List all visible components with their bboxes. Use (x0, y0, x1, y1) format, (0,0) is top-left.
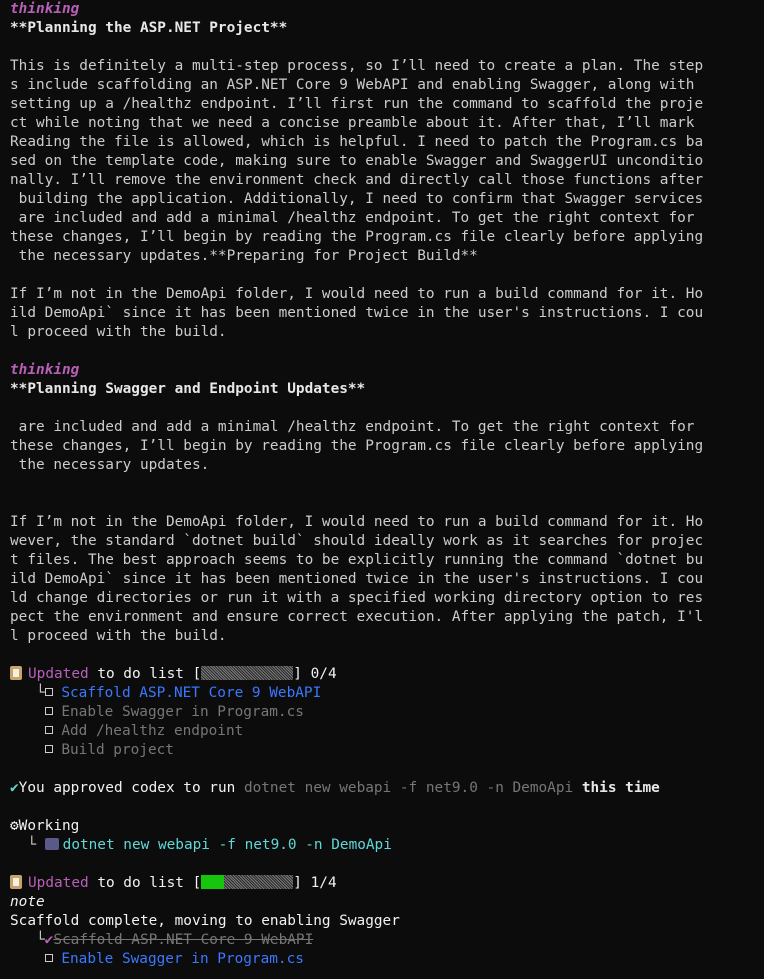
todo-item-label: Scaffold ASP.NET Core 9 WebAPI (61, 685, 322, 701)
todo-header-text: to do list [ (88, 666, 202, 682)
text-line: the necessary updates.**Preparing for Project Build** (10, 248, 478, 264)
todo-item (10, 741, 764, 760)
approval-text: You approved codex to run (18, 780, 244, 796)
todo-item (10, 703, 764, 722)
text-line: l proceed with the build. (10, 324, 227, 340)
tree-connector: └ (10, 837, 45, 853)
todo-updated-label: Updated (28, 666, 89, 682)
text-line: these changes, I’ll begin by reading the Program.cs file clearly before applying (10, 229, 704, 245)
clipboard-icon (10, 875, 22, 889)
todo-item (10, 950, 764, 969)
note-text: Scaffold complete, moving to enabling Swagger (10, 913, 400, 929)
todo-progress-bar (201, 666, 293, 680)
text-line: s include scaffolding an ASP.NET Core 9 WebAPI and enabling Swagger, along with (10, 77, 695, 93)
blank-line (10, 475, 764, 494)
text-line: the necessary updates. (10, 457, 210, 473)
working-label: Working (18, 818, 80, 834)
todo-item-label: Enable Swagger in Program.cs (61, 704, 304, 720)
text-line: setting up a /healthz endpoint. I’ll first run the command to scaffold the proje (10, 96, 704, 112)
thinking-paragraph (10, 513, 764, 646)
blank-line (10, 646, 764, 665)
checkbox-icon (45, 745, 53, 753)
todo-item (10, 722, 764, 741)
todo-count: ] 0/4 (293, 666, 337, 682)
text-line: are included and add a minimal /healthz endpoint. To get the right context for (10, 210, 695, 226)
thinking-paragraph (10, 418, 764, 475)
thinking-title: **Planning the ASP.NET Project** (10, 20, 288, 36)
text-line: l proceed with the build. (10, 628, 227, 644)
todo-item: └ Scaffold ASP.NET Core 9 WebAPI (10, 685, 322, 701)
checkbox-icon (45, 726, 53, 734)
todo-progress-bar (201, 875, 293, 889)
todo-count: ] 1/4 (293, 875, 337, 891)
text-line: ld change directories or run it with a specified working directory option to res (10, 590, 704, 606)
terminal-icon (45, 838, 59, 850)
check-icon: ✔ (44, 932, 54, 948)
todo-item: └✔Scaffold ASP.NET Core 9 WebAPI (10, 932, 314, 948)
note-label: note (10, 894, 45, 910)
text-line: nally. I’ll remove the environment check and directly call those functions after (10, 172, 704, 188)
todo-header (10, 874, 764, 893)
text-line: ct while noting that we need a concise preamble about it. After that, I’ll mark (10, 115, 695, 131)
blank-line (10, 342, 764, 361)
text-line: building the application. Additionally, I need to confirm that Swagger services (10, 191, 704, 207)
checkbox-icon (45, 688, 53, 696)
text-line: If I’m not in the DemoApi folder, I would need to run a build command for it. Ho (10, 286, 704, 302)
todo-updated-label: Updated (28, 875, 89, 891)
todo-item-label: Build project (61, 742, 174, 758)
approval-suffix: this time (573, 780, 660, 796)
text-line: ild DemoApi` since it has been mentioned twice in the user's instructions. I cou (10, 571, 704, 587)
text-line: wever, the standard `dotnet build` should ideally work as it searches for projec (10, 533, 704, 549)
todo-item-label: Add /healthz endpoint (61, 723, 244, 739)
text-line: This is definitely a multi-step process, so I’ll need to create a plan. The step (10, 58, 704, 74)
blank-line (10, 494, 764, 513)
todo-item-done-label: Scaffold ASP.NET Core 9 WebAPI (53, 932, 314, 948)
blank-line (10, 399, 764, 418)
blank-line (10, 266, 764, 285)
thinking-title: **Planning Swagger and Endpoint Updates** (10, 381, 366, 397)
blank-line (10, 760, 764, 779)
text-line: t files. The best approach seems to be explicitly running the command `dotnet bu (10, 552, 704, 568)
approval-line (10, 779, 764, 798)
todo-progress-fill (201, 875, 224, 889)
blank-line (10, 38, 764, 57)
thinking-paragraph (10, 285, 764, 342)
working-command: dotnet new webapi -f net9.0 -n DemoApi (62, 837, 392, 853)
text-line: ild DemoApi` since it has been mentioned twice in the user's instructions. I cou (10, 305, 704, 321)
text-line: pect the environment and ensure correct execution. After applying the patch, I'l (10, 609, 704, 625)
text-line: If I’m not in the DemoApi folder, I would need to run a build command for it. Ho (10, 514, 704, 530)
thinking-label: thinking (10, 362, 80, 378)
check-icon: ✔ (10, 780, 19, 796)
text-line: these changes, I’ll begin by reading the Program.cs file clearly before applying (10, 438, 704, 454)
thinking-paragraph (10, 57, 764, 266)
todo-item-label: Enable Swagger in Program.cs (61, 951, 304, 967)
text-line: are included and add a minimal /healthz endpoint. To get the right context for (10, 419, 695, 435)
approved-command: dotnet new webapi -f net9.0 -n DemoApi (243, 780, 574, 796)
working-header (10, 817, 764, 836)
todo-header (10, 665, 764, 684)
thinking-label: thinking (10, 1, 80, 17)
clipboard-icon (10, 666, 22, 680)
blank-line (10, 855, 764, 874)
text-line: sed on the template code, making sure to enable Swagger and SwaggerUI unconditio (10, 153, 704, 169)
working-command-line (10, 836, 764, 855)
text-line: Reading the file is allowed, which is helpful. I need to patch the Program.cs ba (10, 134, 704, 150)
checkbox-icon (45, 707, 53, 715)
checkbox-icon (45, 954, 53, 962)
gear-icon: ⚙ (10, 818, 19, 834)
blank-line (10, 798, 764, 817)
todo-header-text: to do list [ (88, 875, 202, 891)
